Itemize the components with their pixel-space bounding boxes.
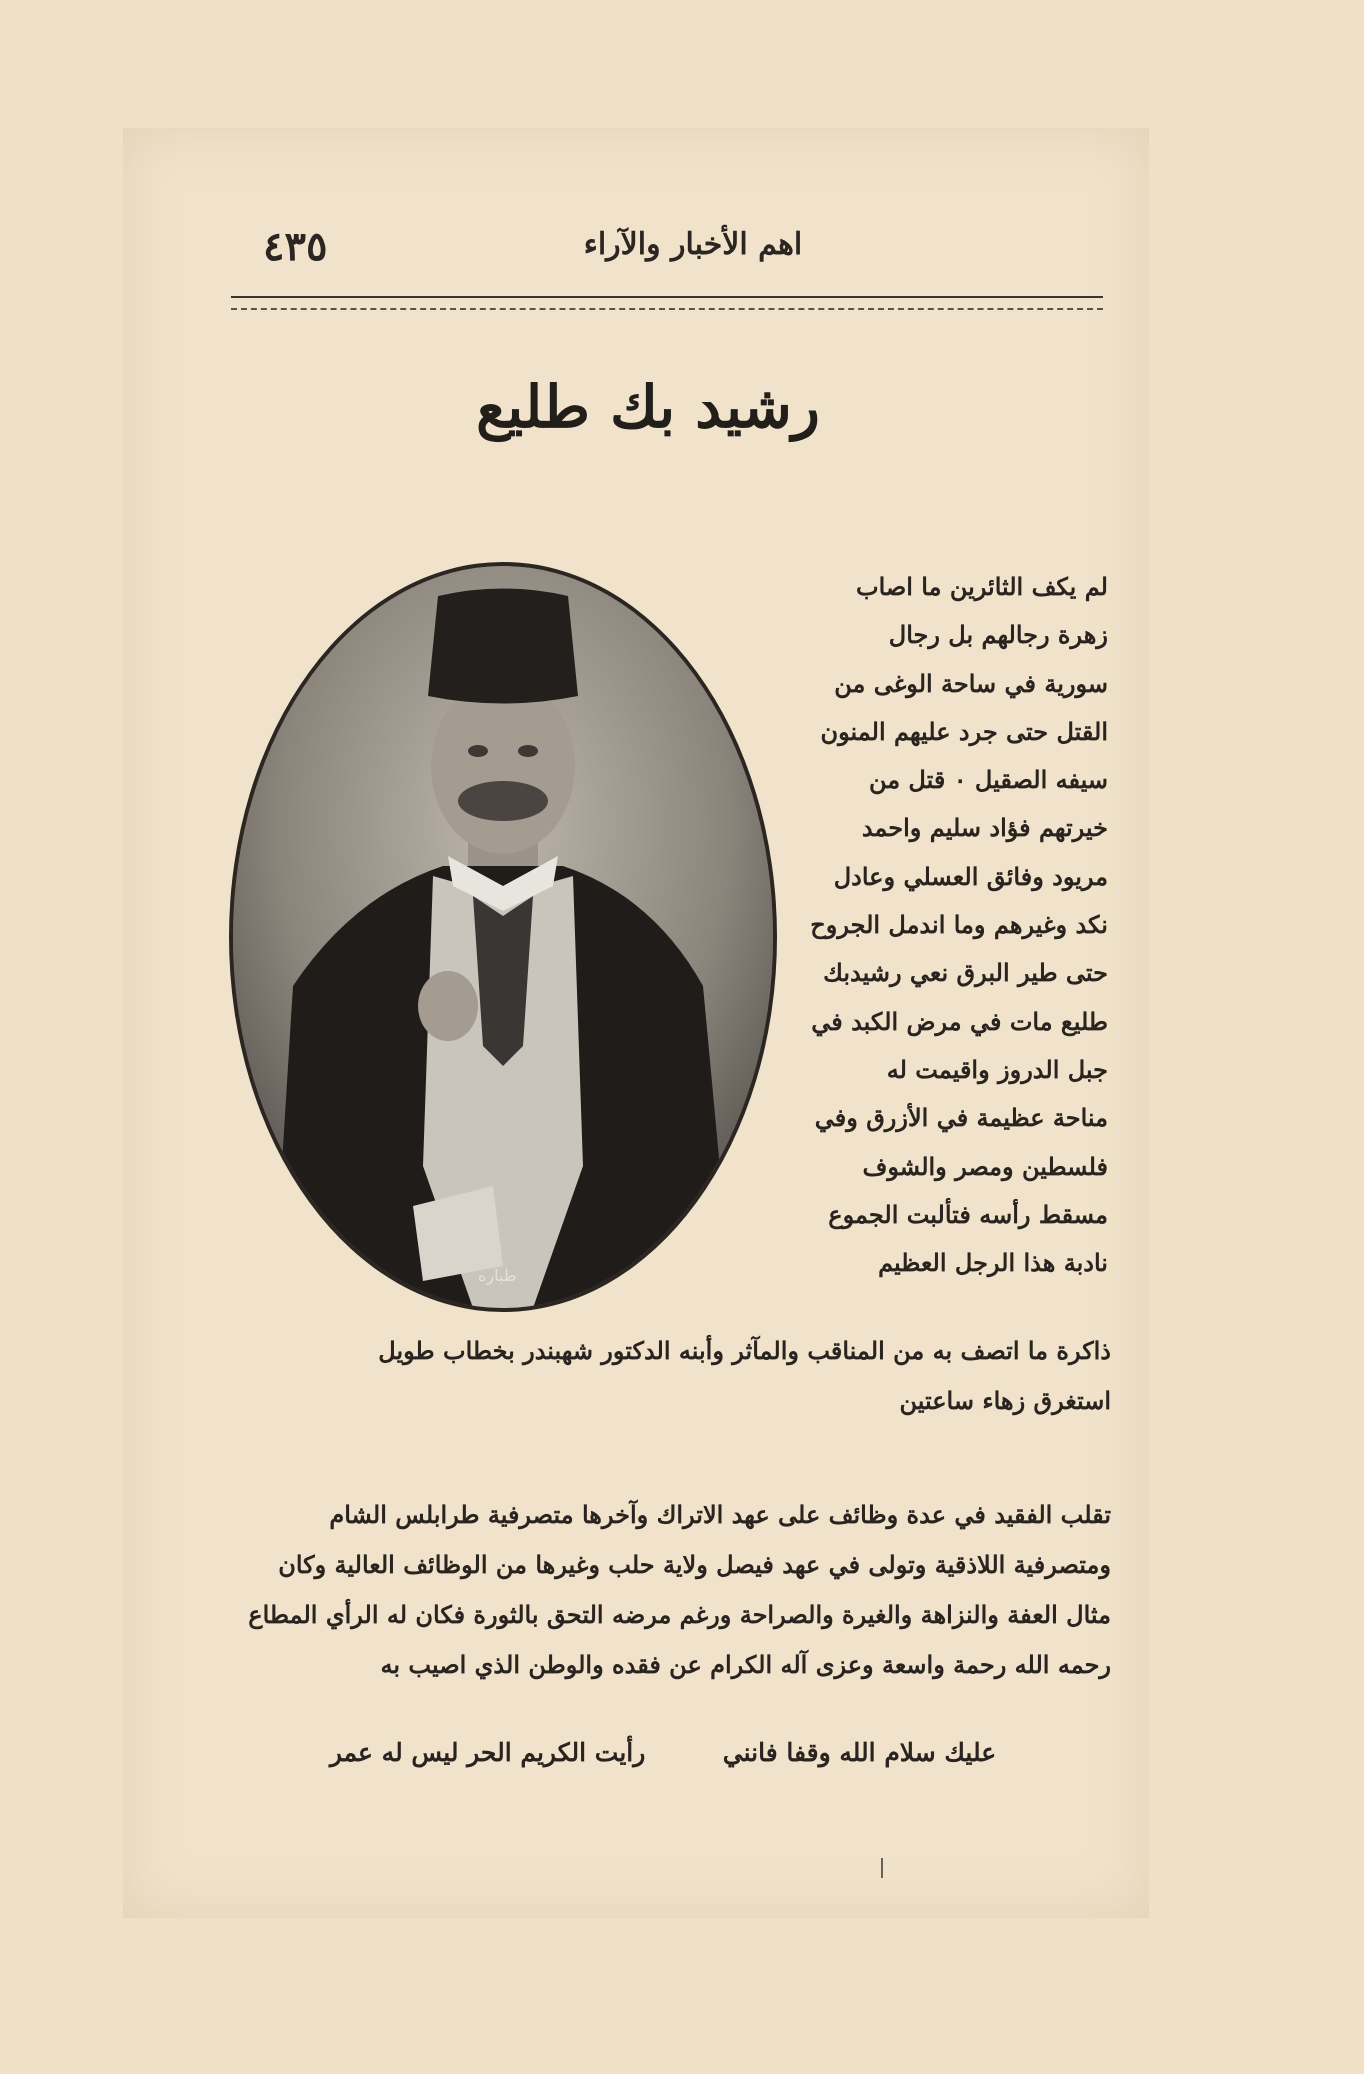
text-line: سيفه الصقيل ٠ قتل من [868, 765, 1108, 795]
running-title: اهم الأخبار والآراء [583, 227, 803, 262]
text-line: ومتصرفية اللاذقية وتولى في عهد فيصل ولاية حلب وغيرها من الوظائف العالية وكان [278, 1550, 1111, 1579]
portrait-photo [233, 566, 773, 1308]
text-line: طليع مات في مرض الكبد في [811, 1006, 1108, 1036]
text-line: نكد وغيرهم وما اندمل الجروح [810, 910, 1108, 940]
text-line: مريود وفائق العسلي وعادل [833, 861, 1108, 891]
print-mark [881, 1858, 883, 1878]
text-line: خيرتهم فؤاد سليم واحمد [861, 813, 1108, 843]
text-line: رحمه الله رحمة واسعة وعزى آله الكرام عن فقده والوطن الذي اصيب به [380, 1650, 1111, 1679]
text-line: استغرق زهاء ساعتين [899, 1386, 1111, 1415]
poetry-verse [303, 1738, 1023, 1767]
verse-hemistich-second: رأيت الكريم الحر ليس له عمر [329, 1738, 646, 1767]
header-rule [231, 296, 1103, 310]
text-line: حتى طير البرق نعي رشيدبك [823, 958, 1108, 988]
text-line: زهرة رجالهم بل رجال [888, 620, 1108, 650]
book-page [123, 128, 1149, 1918]
photo-studio-mark: طباره [478, 1266, 517, 1285]
text-line: جبل الدروز واقيمت له [886, 1054, 1108, 1084]
text-line: مناحة عظيمة في الأزرق وفي [814, 1103, 1108, 1133]
side-column-text [808, 563, 1108, 1287]
article-title: رشيد بك طليع [476, 373, 820, 441]
biography-paragraph [221, 1490, 1111, 1690]
text-line: القتل حتى جرد عليهم المنون [820, 716, 1108, 746]
text-line: فلسطين ومصر والشوف [862, 1151, 1108, 1181]
text-line: تقلب الفقيد في عدة وظائف على عهد الاتراك وآخرها متصرفية طرابلس الشام [329, 1500, 1111, 1529]
page-number: ٤٣٥ [263, 223, 328, 270]
oval-photo-frame [233, 566, 773, 1308]
text-line: لم يكف الثائرين ما اصاب [855, 572, 1108, 601]
text-line: نادبة هذا الرجل العظيم [878, 1248, 1108, 1278]
page-header [233, 223, 1103, 273]
text-line: مثال العفة والنزاهة والغيرة والصراحة ورغم مرضه التحق بالثورة فكان له الرأي المطاع [248, 1600, 1111, 1629]
continuation-paragraph [221, 1326, 1111, 1426]
text-line: سورية في ساحة الوغى من [834, 668, 1108, 698]
portrait [223, 528, 783, 1308]
verse-hemistich-first: عليك سلام الله وقفا فانني [722, 1738, 997, 1767]
text-line: ذاكرة ما اتصف به من المناقب والمآثر وأبنه الدكتور شهبندر بخطاب طويل [378, 1336, 1111, 1365]
text-line: مسقط رأسه فتألبت الجموع [828, 1199, 1108, 1229]
